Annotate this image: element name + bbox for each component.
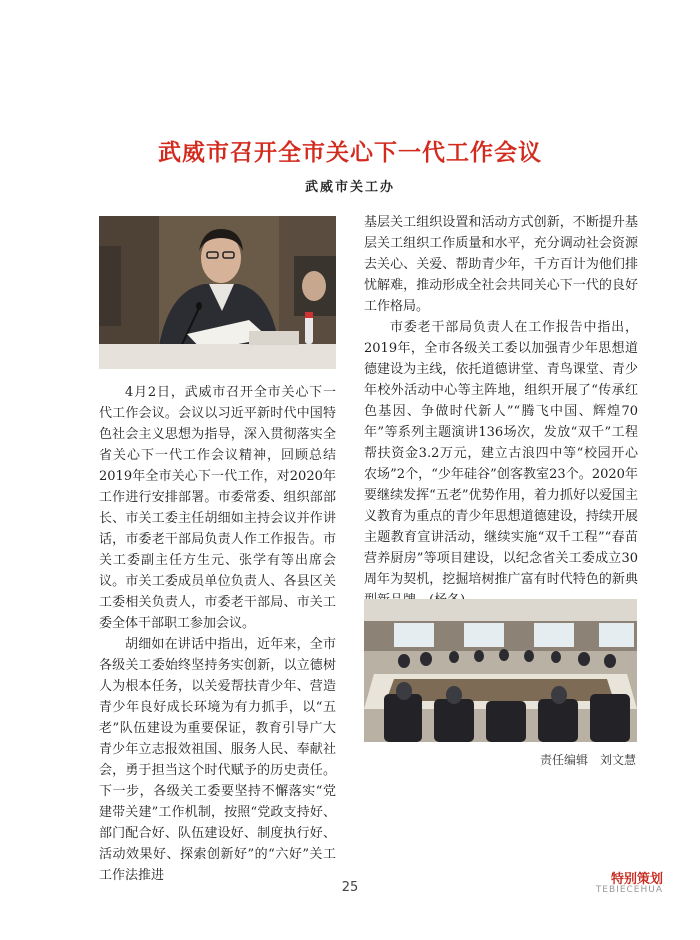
right-column [364, 212, 638, 611]
speaker-photo [99, 216, 336, 369]
left-column [99, 382, 336, 886]
page-number: 25 [341, 880, 359, 895]
section-name: 特别策划 [610, 872, 663, 887]
paragraph: 基层关工组织设置和活动方式创新，不断提升基层关工组织工作质量和水平，充分调动社会资源去关心、关爱、帮助青少年，千方百计为他们排忧解难，推动形成全社会共同关心下一代的良好工作格局。 [364, 215, 638, 314]
meeting-room-photo [364, 599, 637, 742]
article-title: 武威市召开全市关心下一代工作会议 [158, 139, 542, 166]
editor-credit: 责任编辑 刘文慧 [540, 753, 637, 767]
paragraph: 4月2日，武威市召开全市关心下一代工作会议。会议以习近平新时代中国特色社会主义思想为指导，深入贯彻落实全省关心下一代工作会议精神，回顾总结2019年全市关心下一代工作，对2020年工作进行安排部署。市委常委、组织部部长、市关工委主任胡细如主持会议并作讲话，市委老干部局负责人作工作报告。市关工委副主任方生元、张学有等出席会议。市关工委成员单位负责人、各县区关工委相关负责人，市委老干部局、市关工委全体干部职工参加会议。 [99, 385, 336, 631]
paragraph: 市委老干部局负责人在工作报告中指出，2019年，全市各级关工委以加强青少年思想道德建设为主线，依托道德讲堂、青鸟课堂、青少年校外活动中心等主阵地，组织开展了“传承红色基因、争做时代新人”“腾飞中国、辉煌70年”等系列主题演讲136场次，发放“双千”工程帮扶资金3.2万元，建立古浪四中等“校园开心农场”2个，“少年硅谷”创客教室23个。2020年要继续发挥“五老”优势作用，着力抓好以爱国主义教育为重点的青少年思想道德建设，持续开展主题教育宣讲活动，继续实施“双千工程”“春苗营养厨房”等项目建设，以纪念省关工委成立30周年为契机，挖掘培树推广富有时代特色的新典 [364, 320, 638, 587]
article-author: 武威市关工办 [304, 180, 395, 195]
section-name-en: TEBIECEHUA [595, 885, 663, 895]
paragraph: 胡细如在讲话中指出，近年来，全市各级关工委始终坚持务实创新，以立德树人为根本任务，以关爱帮扶青少年、营造青少年良好成长环境为有力抓手，以“五老”队伍建设为重要保证，教育引导广大青少年立志报效祖国、服务人民、奉献社会，勇于担当这个时代赋予的历史责任。下一步，各级关工委要坚持不懈落实“党建带关建”工作机制，按照“党政支持好、部门配合好、队伍建设好、制度执行好、活动效果好、探索创新好”的“六好”关工工作法推进 [99, 637, 336, 883]
